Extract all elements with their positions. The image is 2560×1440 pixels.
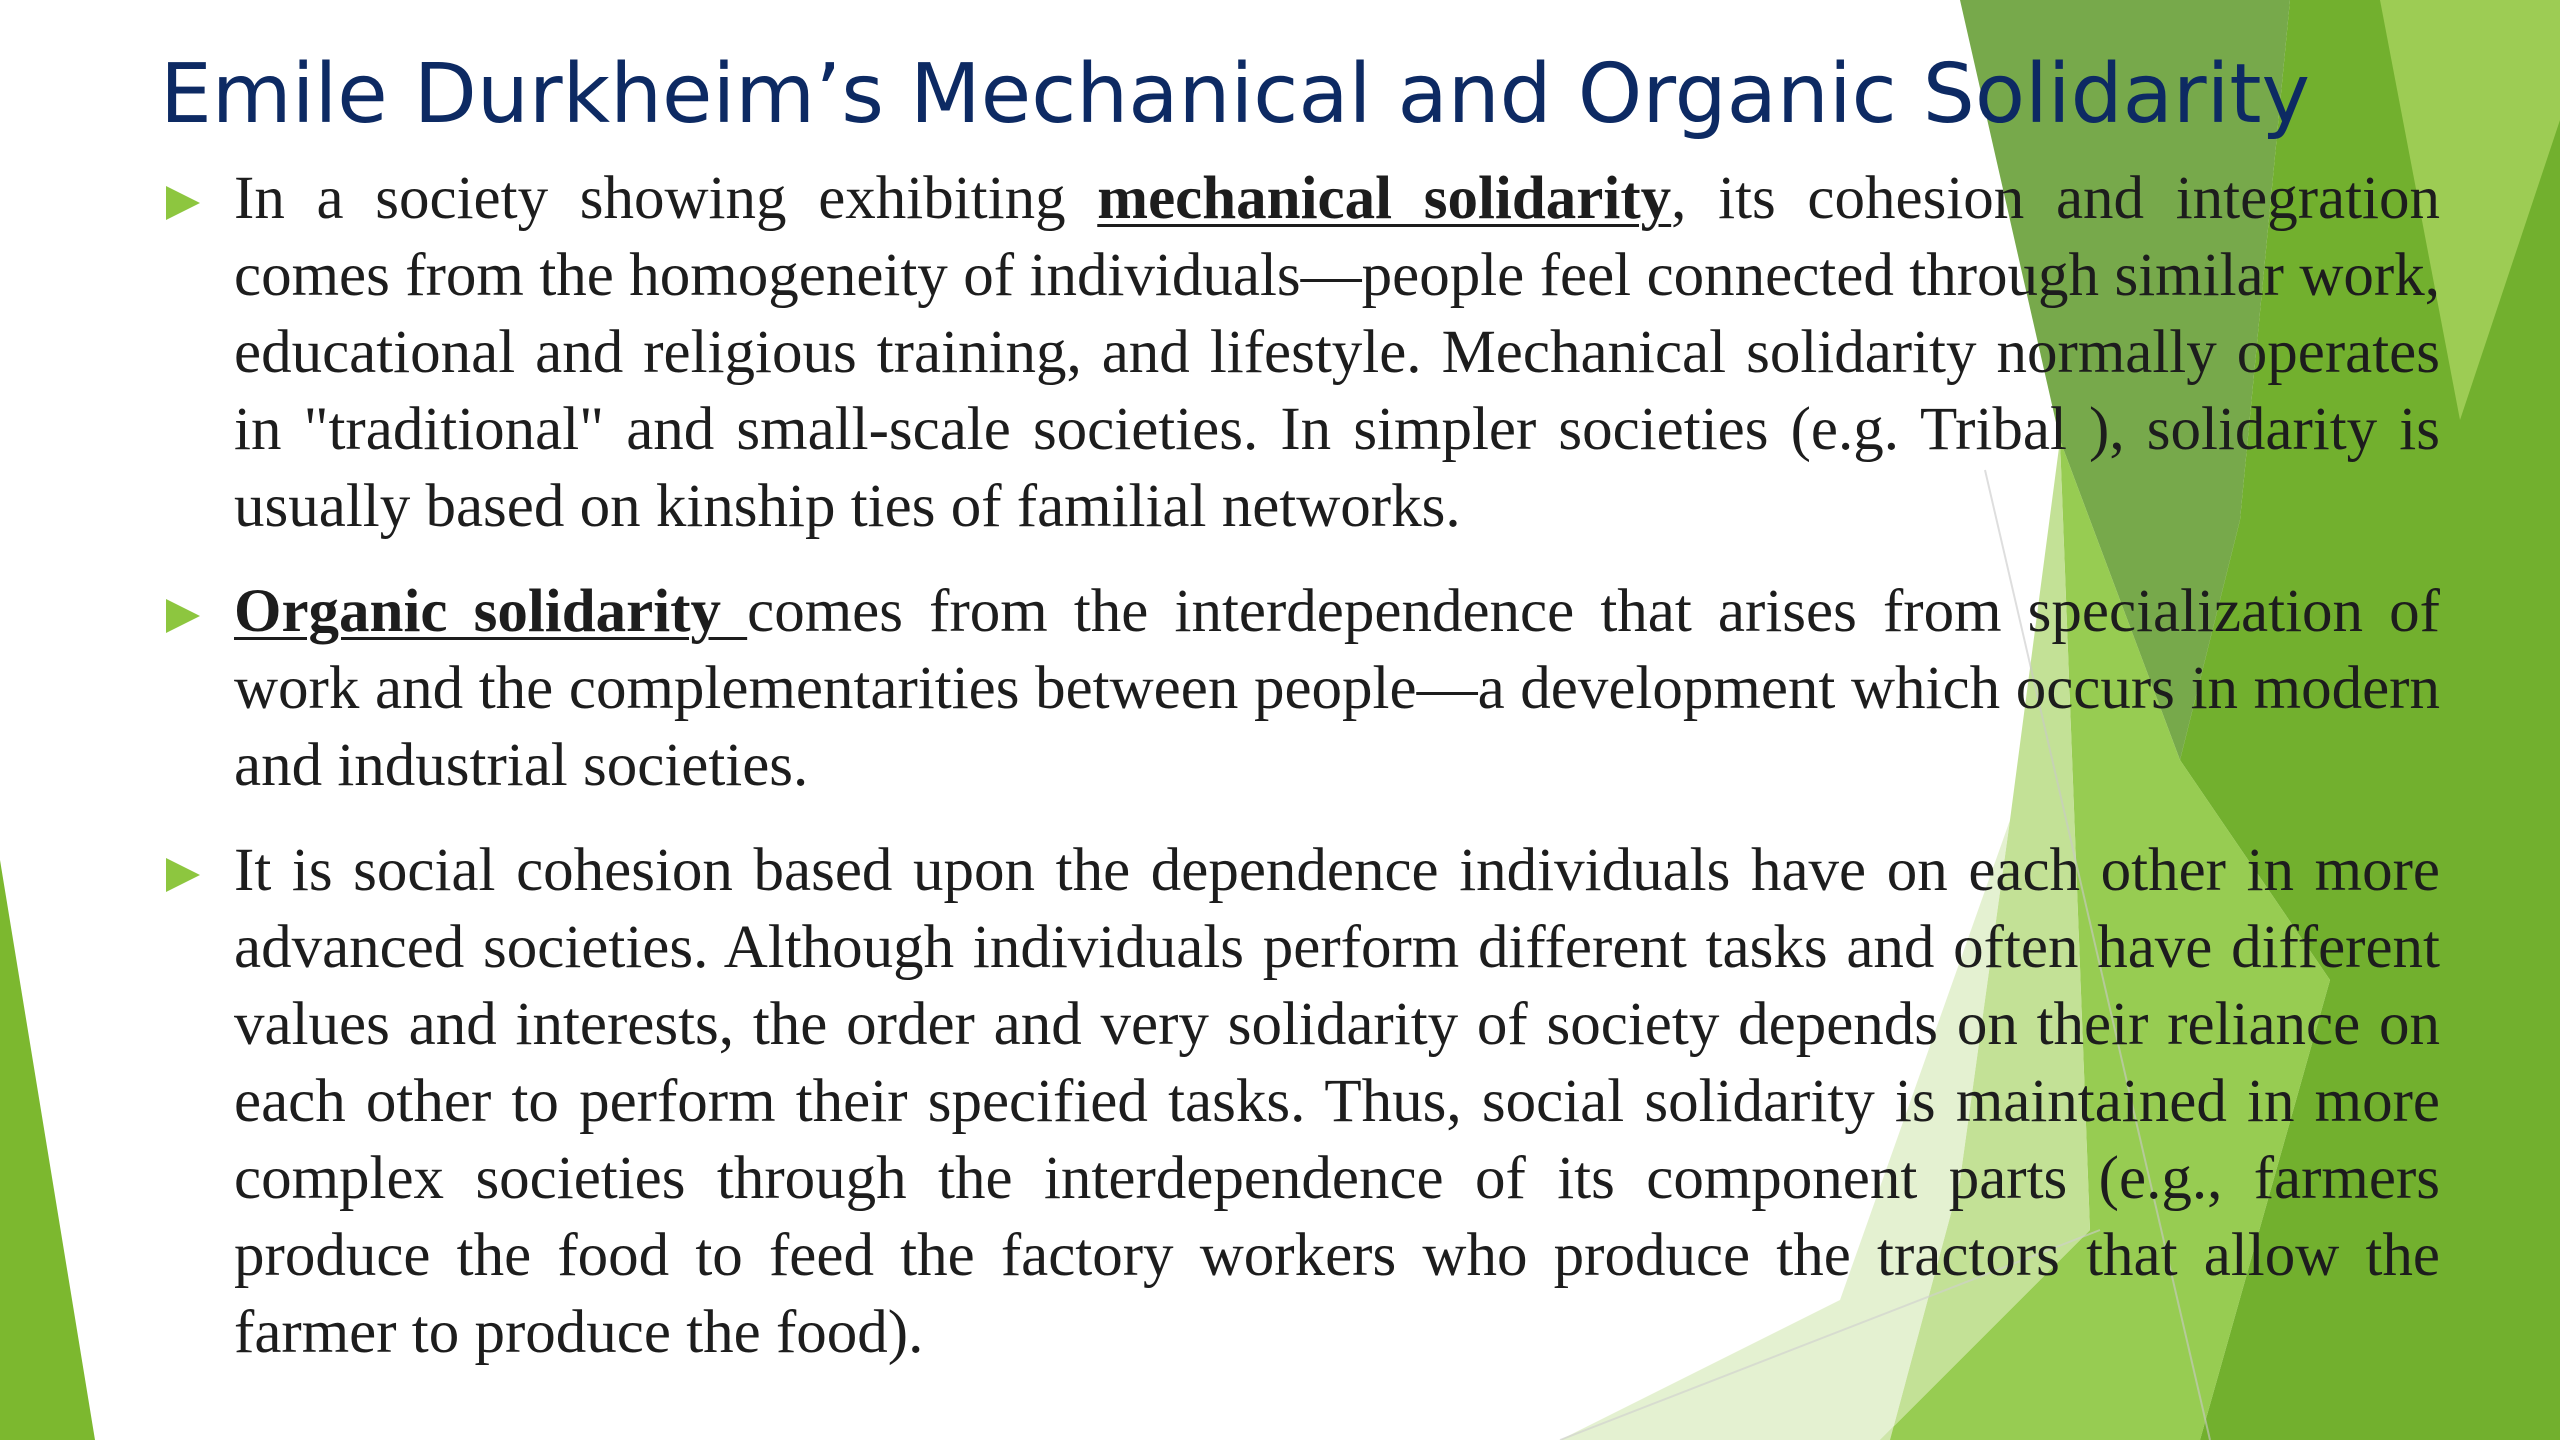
triangle-bullet-icon (166, 186, 200, 220)
bullet-text: In a society showing exhibiting (234, 165, 1098, 232)
triangle-bullet-icon (166, 599, 200, 633)
triangle-bullet-icon (166, 858, 200, 892)
bullet-text: It is social cohesion based upon the dependence individuals have on each other in more advanced societies. Although individuals perform different tasks and often have different values and interests, the order and very solidarity of society depends on their reliance on each other to perform their specified tasks. Thus, social solidarity is maintained in more complex societies through the interdependence of its component parts (e.g., farmers produce the food to feed the factory workers who produce the tractors that allow the farmer to produce the food). (234, 837, 2440, 1366)
term-mechanical-solidarity: mechanical solidarity (1097, 165, 1672, 232)
term-organic-solidarity: Organic solidarity (234, 578, 748, 645)
bullet-list (160, 160, 2440, 1399)
slide-title: Emile Durkheim’s Mechanical and Organic Solidarity (160, 47, 2311, 142)
bullet-organic-solidarity (160, 573, 2440, 804)
bullet-mechanical-solidarity (160, 160, 2440, 545)
left-green-shape (0, 860, 95, 1440)
bullet-text: , its cohesion and integration comes from the homogeneity of individuals—people feel connected through similar work, educational and religious training, and lifestyle. Mechanical solidarity normally operates in "traditional" and small-scale societies. In simpler societies (e.g. Tribal ), solidarity is usually based on kinship ties of familial networks. (234, 165, 2440, 540)
bullet-social-cohesion (160, 832, 2440, 1371)
bullet-text: comes from the interdependence that arises from specialization of work and the complementarities between people—a development which occurs in modern and industrial societies. (234, 578, 2440, 799)
